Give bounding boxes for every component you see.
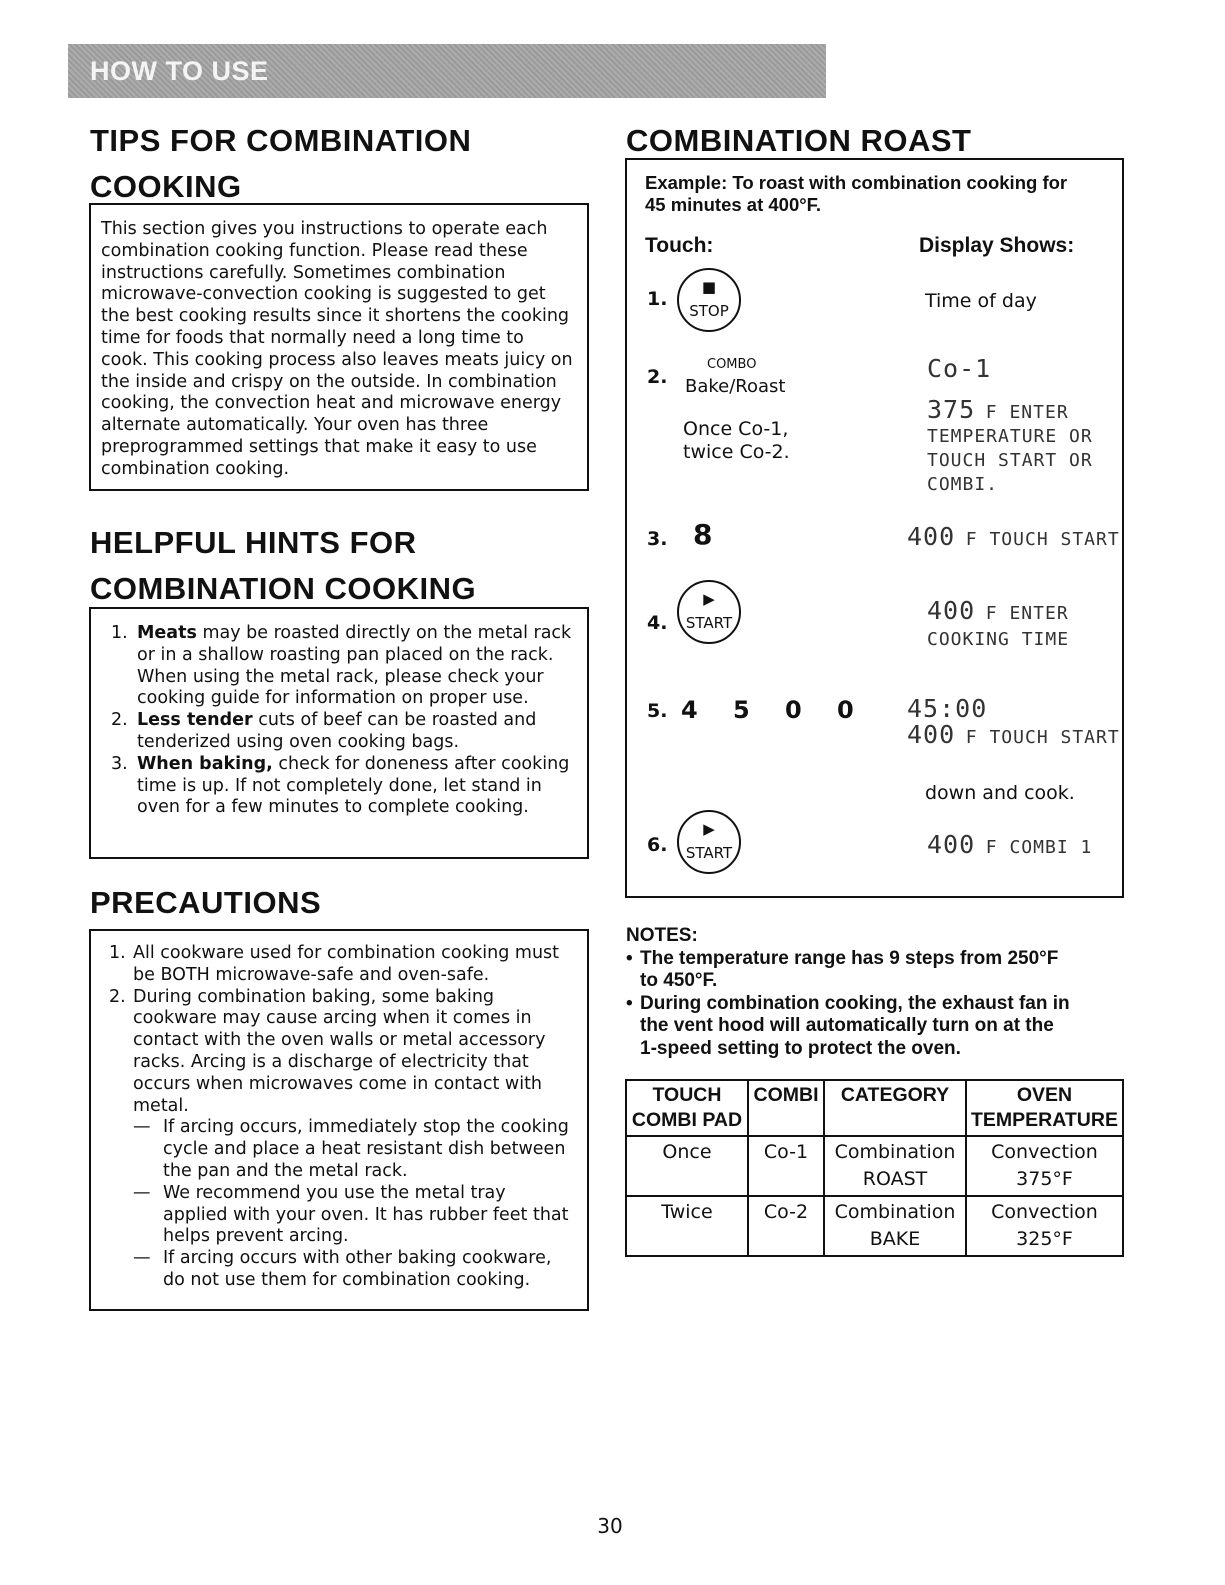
hints-heading (90, 520, 590, 612)
display-digits: 400 (907, 522, 956, 551)
display-text: F COMBI 1 (985, 837, 1093, 858)
header-line: TEMPERATURE (971, 1109, 1118, 1131)
notes-title: NOTES: (626, 925, 698, 946)
header-line: COMBI PAD (631, 1109, 743, 1131)
start-button[interactable] (677, 810, 741, 874)
cell-line: Convection (991, 1141, 1098, 1163)
step2-note-line1: Once Co-1, (683, 418, 789, 440)
display-enter-cooking-time (927, 598, 1069, 653)
table-cell (824, 1196, 966, 1256)
note-item (626, 948, 1126, 993)
table-header: COMBI (748, 1080, 824, 1136)
dash-mark: — (133, 1248, 151, 1269)
roast-title: COMBINATION ROAST (626, 123, 972, 158)
header-line: TOUCH (652, 1084, 722, 1106)
number-pad-key[interactable]: 0 (837, 696, 854, 724)
table-cell: Once (626, 1136, 748, 1196)
precautions-heading (90, 880, 590, 926)
precaution-subitem (133, 1183, 573, 1248)
table-row (626, 1196, 1123, 1256)
tips-heading (90, 118, 590, 210)
precaution-subtext: If arcing occurs with other baking cookware, do not use them for combination cooking. (163, 1248, 552, 1290)
precaution-subtext: We recommend you use the metal tray applied with your oven. It has rubber feet that helps prevent arcing. (163, 1182, 569, 1247)
display-digits: 400 (927, 596, 976, 625)
hints-title-line2: COMBINATION COOKING (90, 571, 477, 606)
step-number: 3. (647, 528, 668, 550)
note-line: 1-speed setting to protect the oven. (640, 1037, 961, 1059)
precaution-number: 2. (109, 986, 126, 1007)
cell-line: BAKE (869, 1228, 921, 1250)
number-pad-key[interactable]: 0 (785, 696, 802, 724)
stop-button-label: STOP (689, 302, 729, 320)
hints-title-line1: HELPFUL HINTS FOR (90, 525, 417, 560)
precaution-subtext: If arcing occurs, immediately stop the cooking cycle and place a heat resistant dish between the pan and the metal rack. (163, 1117, 569, 1181)
roast-example-line1: Example: To roast with combination cooking for (645, 172, 1068, 193)
display-text: F ENTER (985, 402, 1069, 423)
step-number: 1. (647, 288, 668, 310)
table-header (966, 1080, 1123, 1136)
display-text: F TOUCH START (965, 727, 1120, 748)
table-cell: Twice (626, 1196, 748, 1256)
start-button-label: START (685, 844, 733, 862)
display-text: COOKING TIME (927, 629, 1070, 650)
cell-line: Combination (834, 1141, 956, 1163)
hint-text: cuts of beef can be roasted and tenderized using oven cooking bags. (137, 710, 537, 752)
note-line: to 450°F. (640, 970, 718, 991)
bullet-mark: • (626, 992, 633, 1014)
page-number: 30 (597, 1514, 623, 1538)
tips-body: This section gives you instructions to operate each combination cooking function. Please read these instructions carefully. Sometimes combination microwave-convection cooking is suggested to get the best cooking results since it shortens the cooking time for foods that normally need a long time to cook. This cooking process also leaves meats juicy on the inside and crispy on the outside. In combination cooking, the convection heat and microwave energy alternate automatically. Your oven has three preprogrammed settings that make it easy to use combination cooking. (101, 219, 573, 479)
dash-mark: — (133, 1117, 151, 1138)
cell-line: ROAST (862, 1168, 928, 1190)
display-temperature-prompt (927, 395, 1093, 497)
cell-line: 325°F (1016, 1228, 1073, 1250)
start-button[interactable] (677, 580, 741, 644)
number-pad-key[interactable]: 5 (733, 696, 750, 724)
note-line: The temperature range has 9 steps from 250°F (640, 947, 1059, 969)
section-header-title: HOW TO USE (90, 56, 269, 86)
hint-text: check for doneness after cooking time is up. If not completely done, let stand in oven for a few minutes to complete cooking. (137, 753, 570, 818)
cell-line: Combination (834, 1201, 956, 1223)
section-header-band (68, 44, 826, 98)
hint-text: may be roasted directly on the metal rack or in a shallow roasting pan placed on the rack. When using the metal rack, please check your cooking guide for information on proper use. (137, 623, 572, 709)
display-cooking-time (907, 696, 1120, 751)
precaution-number: 1. (109, 943, 126, 963)
roast-box (625, 158, 1124, 898)
display-text: F TOUCH START (965, 529, 1120, 550)
cell-line: 375°F (1016, 1168, 1073, 1190)
hint-bold: Meats (137, 623, 197, 643)
table-cell (966, 1136, 1123, 1196)
touch-column-header: Touch: (645, 234, 714, 257)
precautions-title: PRECAUTIONS (90, 885, 322, 920)
display-combi-1 (927, 830, 1092, 859)
step-number: 5. (647, 700, 668, 722)
step-number: 4. (647, 612, 668, 634)
table-row (626, 1136, 1123, 1196)
tips-title-line1: TIPS FOR COMBINATION (90, 123, 472, 158)
hint-bold: Less tender (137, 710, 253, 731)
tips-title-line2: COOKING (90, 169, 242, 204)
display-digits: 400 (927, 830, 976, 859)
precautions-box (89, 929, 589, 1311)
roast-example (645, 172, 1125, 216)
play-icon: ▶ (703, 820, 715, 838)
precaution-subitem (133, 1117, 573, 1182)
display-time-of-day: Time of day (925, 290, 1037, 312)
combi-settings-table (625, 1079, 1124, 1257)
table-header-row (626, 1080, 1123, 1136)
note-line: During combination cooking, the exhaust fan in (640, 992, 1070, 1014)
precaution-item (91, 943, 573, 987)
bake-roast-pad[interactable]: Bake/Roast (685, 376, 786, 397)
table-header: CATEGORY (824, 1080, 966, 1136)
notes (626, 925, 1126, 1060)
precaution-text: All cookware used for combination cooking must be BOTH microwave-safe and oven-safe. (133, 943, 560, 985)
hint-item (91, 710, 573, 754)
display-text: TEMPERATURE OR (927, 426, 1093, 447)
display-digits: 375 (927, 395, 976, 424)
step2-note (683, 418, 790, 464)
display-text: TOUCH START OR (927, 450, 1093, 471)
roast-example-line2: 45 minutes at 400°F. (645, 194, 822, 215)
table-cell: Co-1 (748, 1136, 824, 1196)
tips-box (89, 203, 589, 491)
combo-pad-small-label: COMBO (707, 357, 757, 372)
cell-line: Convection (991, 1201, 1098, 1223)
precaution-subitem (133, 1248, 573, 1292)
countdown-note: down and cook. (925, 782, 1075, 804)
display-text: COMBI. (927, 474, 999, 495)
hint-item (91, 754, 573, 819)
display-digits: 400 (907, 720, 956, 749)
note-line: the vent hood will automatically turn on at the (640, 1015, 1054, 1036)
step-number: 6. (647, 834, 668, 856)
step2-note-line2: twice Co-2. (683, 441, 790, 463)
number-pad-8[interactable]: 8 (693, 518, 713, 551)
stop-button[interactable] (677, 268, 741, 332)
bullet-mark: • (626, 947, 633, 969)
hint-number: 2. (111, 710, 128, 731)
dash-mark: — (133, 1182, 151, 1203)
hint-item (91, 623, 573, 710)
play-icon: ▶ (703, 590, 715, 608)
hint-number: 3. (111, 753, 128, 774)
table-header (626, 1080, 748, 1136)
number-pad-key[interactable]: 4 (681, 696, 698, 724)
hint-number: 1. (111, 623, 128, 643)
note-item (626, 993, 1126, 1061)
hints-list (91, 623, 573, 819)
step-number: 2. (647, 366, 668, 388)
display-digits: 45:00 (907, 694, 988, 723)
display-400-touch-start (907, 522, 1120, 551)
stop-icon: ■ (701, 278, 717, 296)
precaution-item (91, 987, 573, 1292)
start-button-label: START (685, 614, 733, 632)
table-cell (966, 1196, 1123, 1256)
display-column-header: Display Shows: (919, 234, 1075, 257)
hint-bold: When baking, (137, 753, 273, 774)
display-text: F ENTER (985, 603, 1069, 624)
table-cell (824, 1136, 966, 1196)
display-co1: Co-1 (927, 354, 992, 383)
table-cell: Co-2 (748, 1196, 824, 1256)
hints-box (89, 607, 589, 859)
header-line: OVEN (1016, 1084, 1073, 1106)
precaution-text: During combination baking, some baking cookware may cause arcing when it comes in contact with the oven walls or metal accessory racks. Arcing is a discharge of electricity that occurs when microwaves come in contact with metal. (133, 986, 546, 1116)
precautions-list (91, 943, 573, 1292)
